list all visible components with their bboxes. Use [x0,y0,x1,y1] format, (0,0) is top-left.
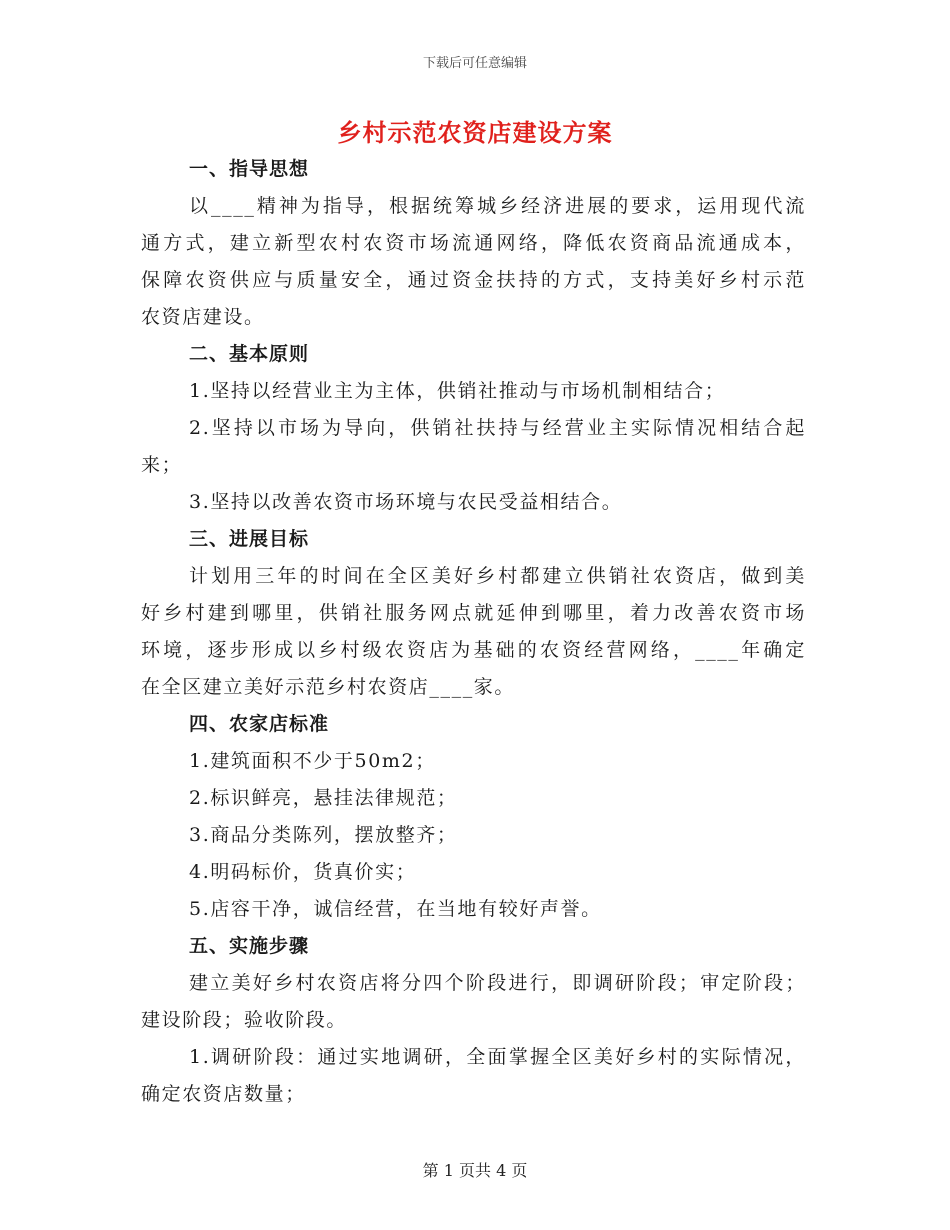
paragraph-line: 5.店容干净，诚信经营，在当地有较好声誉。 [189,898,602,920]
paragraph-line: 3.商品分类陈列，摆放整齐； [189,824,458,846]
paragraph-line: 2.标识鲜亮，悬挂法律规范； [189,787,458,809]
section-heading: 四、农家店标准 [189,713,330,735]
header-note: 下载后可任意编辑 [422,56,527,71]
paragraph-line: 4.明码标价，货真价实； [189,861,417,883]
document-body [141,151,806,1113]
section-heading: 三、进展目标 [189,528,310,550]
paragraph-line: 3.坚持以改善农资市场环境与农民受益相结合。 [189,491,623,513]
section-heading: 一、指导思想 [189,158,310,180]
section-heading: 二、基本原则 [189,343,310,365]
paragraph-line: 确定农资店数量； [141,1083,306,1105]
paragraph-line: 建设阶段；验收阶段。 [141,1009,348,1031]
paragraph-line: 在全区建立美好示范乡村农资店____家。 [141,676,516,698]
paragraph-line: 1.坚持以经营业主为主体，供销社推动与市场机制相结合； [189,380,726,402]
page-title: 乡村示范农资店建设方案 [337,118,613,147]
page-footer: 第 1 页共 4 页 [422,1161,528,1180]
section-heading: 五、实施步骤 [189,935,310,957]
paragraph-line: 1.调研阶段：通过实地调研，全面掌握全区美好乡村的实际情况， [189,1046,806,1068]
paragraph-line: 通方式，建立新型农村农资市场流通网络，降低农资商品流通成本， [141,232,806,254]
paragraph-line: 1.建筑面积不少于50m2； [189,750,436,772]
paragraph-line: 以____精神为指导，根据统筹城乡经济进展的要求，运用现代流 [189,195,806,217]
paragraph-line: 农资店建设。 [141,306,265,328]
paragraph-line: 建立美好乡村农资店将分四个阶段进行，即调研阶段；审定阶段； [189,972,806,994]
paragraph-line: 保障农资供应与质量安全，通过资金扶持的方式，支持美好乡村示范 [141,269,806,291]
paragraph-line: 计划用三年的时间在全区美好乡村都建立供销社农资店，做到美 [189,565,806,587]
paragraph-line: 来； [141,454,183,476]
paragraph-line: 好乡村建到哪里，供销社服务网点就延伸到哪里，着力改善农资市场 [141,602,806,624]
paragraph-line: 2.坚持以市场为导向，供销社扶持与经营业主实际情况相结合起 [189,417,806,439]
paragraph-line: 环境，逐步形成以乡村级农资店为基础的农资经营网络，____年确定 [141,639,806,661]
